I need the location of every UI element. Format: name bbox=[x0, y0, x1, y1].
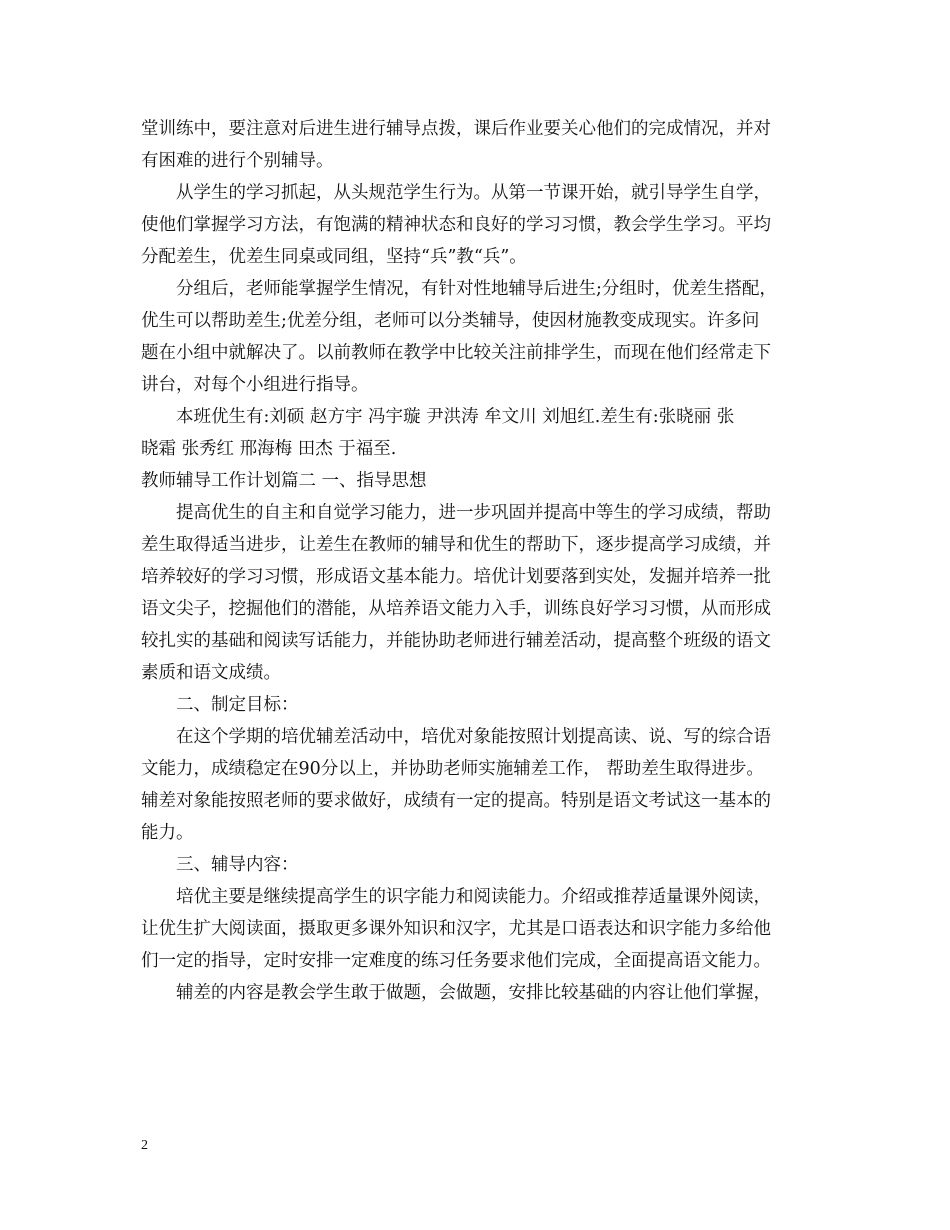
text-line: 有困难的进行个别辅导。 bbox=[141, 151, 334, 171]
text-line: 晓霜 张秀红 邢海梅 田杰 于福至. bbox=[141, 439, 397, 459]
text-line: 让优生扩大阅读面，摄取更多课外知识和汉字，尤其是口语表达和识字能力多给他 bbox=[141, 919, 771, 939]
text-line: 题在小组中就解决了。以前教师在教学中比较关注前排学生，而现在他们经常走下 bbox=[141, 343, 771, 363]
text-line: 培优主要是继续提高学生的识字能力和阅读能力。介绍或推荐适量课外阅读， bbox=[176, 887, 771, 907]
text-line: 辅差对象能按照老师的要求做好，成绩有一定的提高。特别是语文考试这一基本的 bbox=[141, 791, 771, 811]
text-line: 素质和语文成绩。 bbox=[141, 663, 281, 683]
text-line: 优生可以帮助差生;优差分组，老师可以分类辅导，使因材施教变成现实。许多问 bbox=[141, 311, 760, 331]
text-line: 能力。 bbox=[141, 823, 194, 843]
section-heading: 教师辅导工作计划篇二 一、指导思想 bbox=[141, 471, 427, 491]
text-line: 分配差生，优差生同桌或同组，坚持“兵”教“兵”。 bbox=[141, 247, 527, 267]
page-number: 2 bbox=[141, 1138, 148, 1153]
subheading: 三、辅导内容： bbox=[176, 855, 299, 875]
text-line: 本班优生有:刘硕 赵方宇 冯宇璇 尹洪涛 牟文川 刘旭红.差生有:张晓丽 张 bbox=[176, 407, 735, 427]
subheading: 二、制定目标： bbox=[176, 695, 299, 715]
text-line: 语文尖子，挖掘他们的潜能，从培养语文能力入手，训练良好学习习惯，从而形成 bbox=[141, 599, 771, 619]
text-line: 堂训练中，要注意对后进生进行辅导点拨，课后作业要关心他们的完成情况，并对 bbox=[141, 119, 771, 139]
text-line: 培养较好的学习习惯，形成语文基本能力。培优计划要落到实处，发掘并培养一批 bbox=[141, 567, 771, 587]
text-line: 文能力，成绩稳定在90分以上，并协助老师实施辅差工作， 帮助差生取得进步。 bbox=[141, 759, 764, 779]
text-line: 提高优生的自主和自觉学习能力，进一步巩固并提高中等生的学习成绩，帮助 bbox=[176, 503, 771, 523]
text-line: 讲台，对每个小组进行指导。 bbox=[141, 375, 369, 395]
text-line: 辅差的内容是教会学生敢于做题，会做题，安排比较基础的内容让他们掌握， bbox=[176, 983, 771, 1003]
text-line: 在这个学期的培优辅差活动中，培优对象能按照计划提高读、说、写的综合语 bbox=[176, 727, 771, 747]
page-body bbox=[141, 113, 831, 1009]
text-line: 较扎实的基础和阅读写话能力，并能协助老师进行辅差活动，提高整个班级的语文 bbox=[141, 631, 771, 651]
text-line: 使他们掌握学习方法，有饱满的精神状态和良好的学习习惯，教会学生学习。平均 bbox=[141, 215, 771, 235]
text-line: 差生取得适当进步，让差生在教师的辅导和优生的帮助下，逐步提高学习成绩，并 bbox=[141, 535, 771, 555]
text-line: 分组后，老师能掌握学生情况，有针对性地辅导后进生;分组时，优差生搭配， bbox=[176, 279, 777, 299]
text-line: 们一定的指导，定时安排一定难度的练习任务要求他们完成，全面提高语文能力。 bbox=[141, 951, 771, 971]
text-line: 从学生的学习抓起，从头规范学生行为。从第一节课开始，就引导学生自学， bbox=[176, 183, 771, 203]
